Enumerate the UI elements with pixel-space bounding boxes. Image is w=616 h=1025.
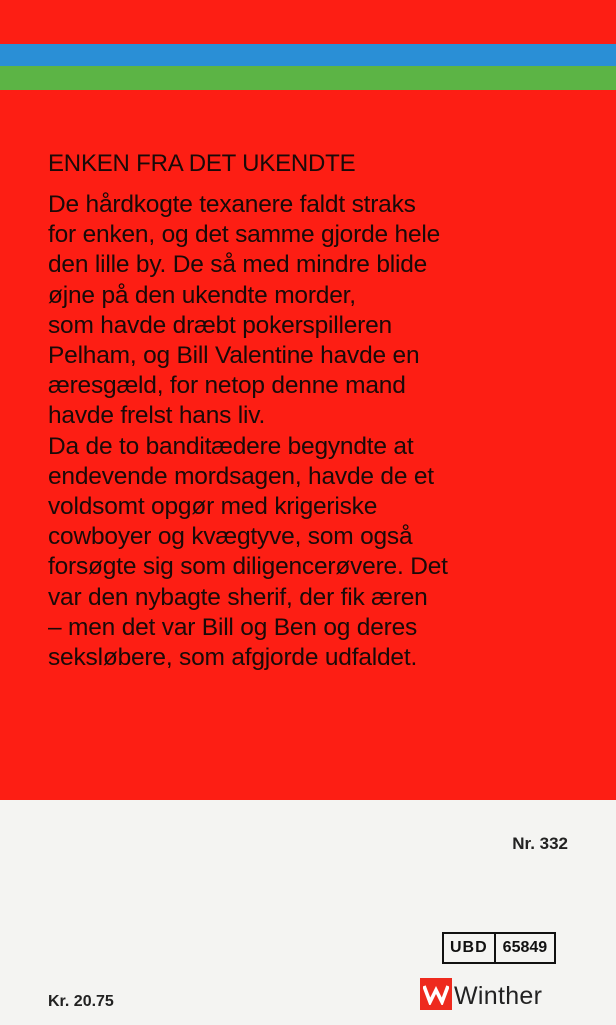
blurb-line: De hårdkogte texanere faldt straks — [48, 191, 416, 218]
blurb-line: øjne på den ukendte morder, — [48, 281, 356, 309]
blurb-line: endevende mordsagen, havde de et — [48, 462, 434, 490]
book-title: ENKEN FRA DET UKENDTE — [48, 150, 356, 177]
blurb-line: havde frelst hans liv. — [48, 402, 266, 430]
blurb-line: – men det var Bill og Ben og deres — [48, 613, 418, 641]
blurb-line: Da de to banditædere begyndte at — [48, 432, 414, 460]
publisher-logo — [420, 978, 542, 1010]
ubd-code-box — [442, 932, 556, 964]
blurb-line: den lille by. De så med mindre blide — [48, 251, 428, 279]
blurb-line: var den nybagte sherif, der fik æren — [48, 583, 428, 611]
ubd-code: 65849 — [502, 939, 548, 956]
green-stripe — [0, 66, 616, 90]
blurb-line: æresgæld, for netop denne mand — [48, 372, 406, 400]
blurb-line: for enken, og det samme gjorde hele — [48, 221, 441, 249]
blurb-line: seksløbere, som afgjorde udfaldet. — [48, 644, 418, 672]
price-label: Kr. 20.75 — [48, 993, 114, 1010]
blue-stripe — [0, 44, 616, 66]
winther-w-logo-icon — [420, 978, 452, 1010]
blurb-line: forsøgte sig som diligencerøvere. Det — [48, 553, 448, 581]
ubd-prefix: UBD — [444, 934, 496, 962]
blurb-line: voldsomt opgør med krigeriske — [48, 493, 378, 521]
blurb-line: Pelham, og Bill Valentine havde en — [48, 342, 420, 370]
blurb-line: cowboyer og kvægtyve, som også — [48, 523, 413, 551]
publisher-name: Winther — [454, 982, 543, 1010]
blurb-text — [48, 190, 608, 673]
issue-number: Nr. 332 — [512, 834, 568, 853]
blurb-line: som havde dræbt pokerspilleren — [48, 311, 392, 339]
